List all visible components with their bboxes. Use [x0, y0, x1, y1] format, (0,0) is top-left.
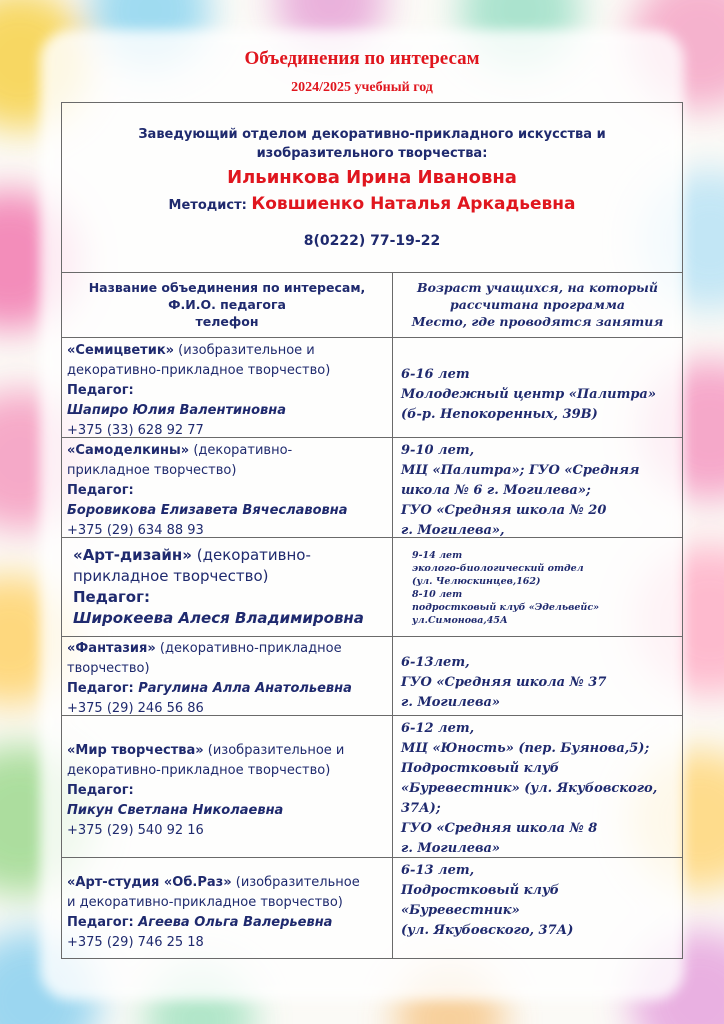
- club-desc: и декоративно-прикладное творчество): [67, 895, 343, 910]
- column-header-right-line: Возраст учащихся, на который: [417, 280, 658, 295]
- table-row: [67, 639, 389, 719]
- club-desc: (декоративно-: [189, 443, 293, 458]
- column-header-right-line: Место, где проводятся занятия: [411, 314, 664, 329]
- club-desc: прикладное творчество): [73, 567, 269, 585]
- detail-line: 9-10 лет,: [401, 443, 475, 458]
- table-row-details: [401, 441, 681, 541]
- table-row: [67, 441, 389, 541]
- teacher-name: Рагулина Алла Анатольевна: [133, 681, 352, 696]
- detail-line: ГУО «Средняя школа № 8: [401, 821, 598, 836]
- teacher-phone: +375 (29) 746 25 18: [67, 935, 204, 950]
- club-desc: (изобразительное и: [203, 743, 345, 758]
- column-header-left: [62, 273, 392, 337]
- row-divider: [62, 337, 682, 338]
- page-subtitle: 2024/2025 учебный год: [291, 80, 433, 95]
- club-desc: декоративно-прикладное творчество): [67, 763, 331, 778]
- club-name: «Семицветик»: [67, 343, 175, 358]
- department-phone: 8(0222) 77-19-22: [303, 233, 441, 249]
- teacher-name: Пикун Светлана Николаевна: [67, 803, 284, 818]
- column-header-left-line: телефон: [195, 314, 259, 329]
- table-row: [67, 741, 389, 841]
- teacher-phone: +375 (29) 246 56 86: [67, 701, 204, 716]
- teacher-label: Педагог:: [67, 915, 134, 930]
- club-name: «Мир творчества»: [67, 743, 204, 758]
- teacher-phone: +375 (29) 540 92 16: [67, 823, 204, 838]
- detail-line: МЦ «Юность» (пер. Буянова,5);: [401, 741, 650, 756]
- detail-line: 6-13лет,: [401, 655, 470, 670]
- club-desc: (декоративно-: [191, 546, 311, 564]
- table-row-details: [401, 365, 681, 425]
- info-table: [61, 102, 683, 959]
- teacher-label: Педагог:: [67, 681, 134, 696]
- detail-line: Подростковый клуб: [401, 883, 560, 898]
- column-header-right-line: рассчитана программа: [450, 297, 625, 312]
- teacher-phone: +375 (29) 634 88 93: [67, 523, 204, 538]
- detail-line: «Буревестник»: [401, 903, 520, 918]
- detail-line: г. Могилева»: [401, 841, 501, 856]
- column-header-left-line: Ф.И.О. педагога: [168, 297, 286, 312]
- methodist-label: Методист:: [168, 198, 247, 213]
- head-name: Ильинкова Ирина Ивановна: [227, 167, 517, 188]
- detail-line: подростковый клуб «Эдельвейс»: [412, 602, 600, 613]
- detail-line: МЦ «Палитра»; ГУО «Средняя: [401, 463, 640, 478]
- teacher-name: Агеева Ольга Валерьевна: [133, 915, 333, 930]
- teacher-label: Педагог:: [67, 383, 134, 398]
- page-title: Объединения по интересам: [244, 48, 480, 69]
- teacher-label: Педагог:: [73, 588, 150, 606]
- teacher-name: Боровикова Елизавета Вячеславовна: [67, 503, 348, 518]
- detail-line: (ул. Якубовского, 37А): [401, 923, 574, 938]
- table-row-details: [401, 653, 681, 713]
- detail-line: г. Могилева»: [401, 695, 501, 710]
- teacher-name: Шапиро Юлия Валентиновна: [67, 403, 286, 418]
- table-row-details: [412, 549, 692, 627]
- teacher-phone: +375 (33) 628 92 77: [67, 423, 204, 438]
- detail-line: 8-10 лет: [412, 589, 463, 600]
- club-desc: декоративно-прикладное творчество): [67, 363, 331, 378]
- column-header-left-line: Название объединения по интересам,: [88, 280, 366, 295]
- teacher-label: Педагог:: [67, 483, 134, 498]
- club-name: «Фантазия»: [67, 641, 156, 656]
- detail-line: ГУО «Средняя школа № 20: [401, 503, 607, 518]
- department-line-1: Заведующий отделом декоративно-прикладного искусства и: [138, 127, 606, 142]
- detail-line: 6-16 лет: [401, 367, 470, 382]
- teacher-label: Педагог:: [67, 783, 134, 798]
- detail-line: Молодежный центр «Палитра»: [401, 387, 656, 402]
- table-row: [67, 873, 389, 953]
- detail-line: 6-12 лет,: [401, 721, 475, 736]
- table-row-details: [401, 861, 681, 941]
- detail-line: 37А);: [401, 801, 441, 816]
- methodist-name: Ковшиенко Наталья Аркадьевна: [251, 194, 576, 214]
- detail-line: (ул. Челюскинцев,162): [412, 576, 541, 587]
- detail-line: Подростковый клуб: [401, 761, 560, 776]
- teacher-name: Широкеева Алеся Владимировна: [73, 609, 364, 627]
- methodist: [62, 194, 682, 214]
- table-row: [67, 341, 389, 441]
- department-line-2: изобразительного творчества:: [256, 146, 488, 161]
- club-desc: творчество): [67, 661, 150, 676]
- department-header: [62, 103, 682, 273]
- detail-line: г. Могилева»,: [401, 523, 505, 538]
- detail-line: 9-14 лет: [412, 550, 463, 561]
- row-divider: [62, 636, 682, 637]
- detail-line: 6-13 лет,: [401, 863, 475, 878]
- club-name: «Арт-дизайн»: [73, 546, 192, 564]
- club-desc: (изобразительное и: [174, 343, 315, 358]
- detail-line: (б-р. Непокоренных, 39В): [401, 407, 598, 422]
- table-row-details: [401, 719, 681, 859]
- detail-line: ГУО «Средняя школа № 37: [401, 675, 607, 690]
- detail-line: ул.Симонова,45А: [412, 615, 508, 626]
- club-desc: (декоративно-прикладное: [155, 641, 342, 656]
- detail-line: эколого-биологический отдел: [412, 563, 584, 574]
- club-desc: (изобразительное: [231, 875, 360, 890]
- club-name: «Арт-студия «Об.Раз»: [67, 875, 232, 890]
- table-row: [73, 545, 395, 629]
- detail-line: «Буревестник» (ул. Якубовского,: [401, 781, 658, 796]
- club-desc: прикладное творчество): [67, 463, 237, 478]
- detail-line: школа № 6 г. Могилева»;: [401, 483, 591, 498]
- column-header-right: [393, 273, 682, 337]
- club-name: «Самоделкины»: [67, 443, 190, 458]
